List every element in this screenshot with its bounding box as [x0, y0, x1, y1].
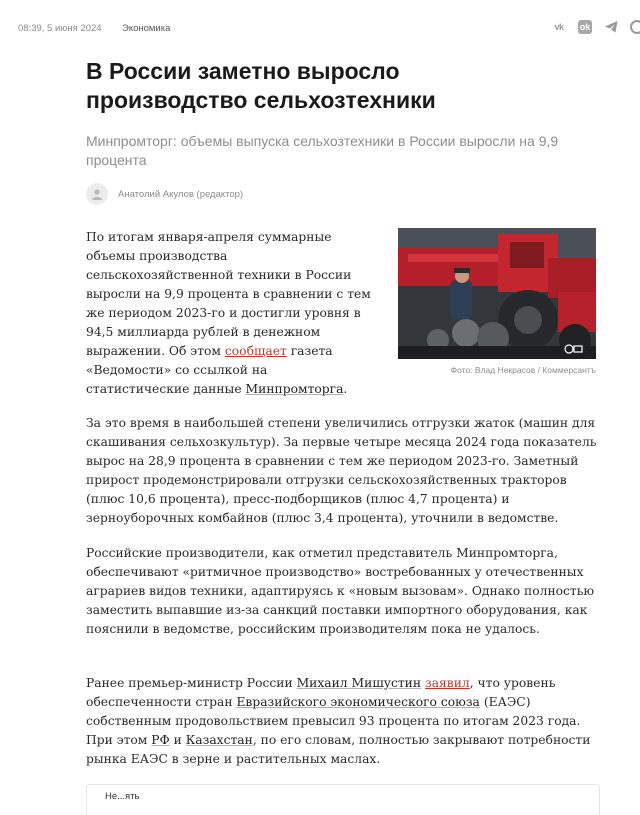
photo-caption: Фото: Влад Некрасов / Коммерсантъ	[450, 365, 596, 375]
statement-link[interactable]: заявил	[425, 676, 470, 690]
paragraph-text: По итогам января-апреля суммарные объемы производства сельскохозяйственной техники в России выросли на 9,9 процента в сравнении с тем же периодом 2023-го и достигли уровня в 94,5 миллиарда рублей в денежном выражении. Об этом	[86, 230, 371, 358]
rf-link[interactable]: РФ	[151, 733, 170, 747]
article-photo[interactable]	[398, 228, 596, 359]
paragraph-text: (ЕАЭС) собственным продовольствием превысил 93 процента по итогам 2023 года. При этом	[86, 695, 581, 747]
source-link[interactable]: сообщает	[224, 344, 287, 358]
ok-share-icon[interactable]: ok	[579, 22, 591, 32]
article-title: В России заметно выросло производство сельхозтехники	[86, 58, 436, 113]
paragraph-text: За это время в наибольшей степени увеличились отгрузки жаток (машин для скашивания сельхозкультур). За первые четыре месяца 2024 года показатель вырос на 28,9 процента в сравнении с тем же периодом 2023-го. Заметный прирост продемонстрировали отгрузки сельскохозяйственных тракторов (плюс 10,6 процента), пресс-подборщиков (плюс 4,7 процента) и зерноуборочных комбайнов (плюс 3,4 процента), уточнили в ведомстве.	[86, 416, 597, 525]
author-name: Анатолий Акулов (редактор)	[118, 188, 244, 200]
article-lead: Минпромторг: объемы выпуска сельхозтехники в России выросли на 9,9 процента	[86, 133, 559, 168]
whatsapp-share-icon[interactable]	[630, 20, 640, 34]
vk-share-icon[interactable]: vk	[554, 22, 564, 32]
article-figure	[398, 228, 596, 375]
share-buttons	[552, 20, 640, 34]
publish-datetime: 08:39, 5 июня 2024	[18, 23, 102, 34]
author-avatar-icon	[86, 183, 108, 205]
kazakhstan-link[interactable]: Казахстан	[185, 733, 253, 747]
eaeu-link[interactable]: Евразийского экономического союза	[236, 695, 480, 709]
paragraph-text: Российские производители, как отметил представитель Минпромторга, обеспечивают «ритмичное производство» востребованных у отечественных аграриев видов техники, адаптируясь к «новым вызовам». Однако полностью заместить выпавшие из-за санкций поставки импортного оборудования, как пояснили в ведомстве, российским производителям пока не удалось.	[86, 546, 595, 636]
paragraph-text: Ранее премьер-министр России	[86, 676, 297, 690]
related-card[interactable]	[86, 784, 600, 815]
minpromtorg-link[interactable]: Минпромторга	[245, 382, 344, 396]
paragraph-text: газета «Ведомости» со ссылкой на статистические данные	[86, 344, 333, 396]
related-card-title: Не...ять	[105, 791, 140, 802]
paragraph-2	[86, 414, 598, 528]
paragraph-3	[86, 544, 598, 639]
paragraph-text: , по его словам, полностью закрывают потребности рынка ЕАЭС в зерне и растительных маслах.	[86, 733, 591, 766]
paragraph-1	[86, 228, 374, 399]
paragraph-text: и	[169, 733, 186, 747]
paragraph-text: , что уровень обеспеченности стран	[86, 676, 556, 709]
mishustin-link[interactable]: Михаил Мишустин	[296, 676, 422, 690]
paragraph-text: .	[343, 382, 348, 396]
author-block[interactable]	[86, 182, 243, 206]
rubric-link[interactable]: Экономика	[122, 23, 171, 34]
paragraph-4	[86, 674, 598, 769]
top-bar	[0, 0, 640, 58]
telegram-share-icon[interactable]	[604, 20, 618, 34]
